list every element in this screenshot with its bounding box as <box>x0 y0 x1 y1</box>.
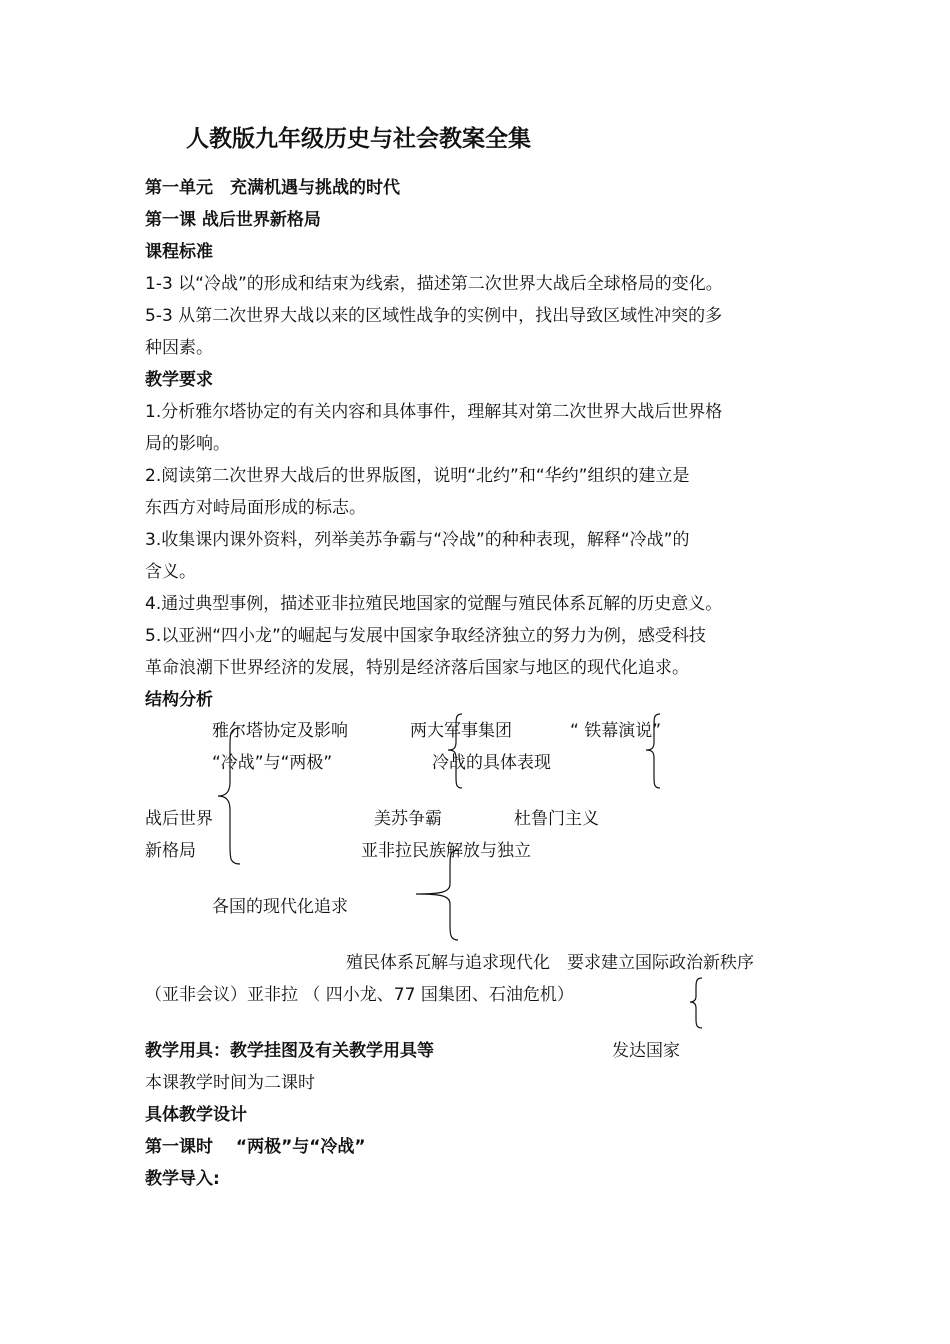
time-note: 本课教学时间为二课时 <box>145 1073 315 1093</box>
standard-line: 1-3 以“冷战”的形成和结束为线索，描述第二次世界大战后全球格局的变化。 <box>145 274 723 294</box>
node-modernization: 各国的现代化追求 <box>212 897 348 917</box>
requirement-line: 4.通过典型事例，描述亚非拉殖民地国家的觉醒与殖民体系瓦解的历史意义。 <box>145 594 723 614</box>
teaching-tools: 教学用具：教学挂图及有关教学用具等 <box>145 1041 434 1061</box>
standard-line: 5-3 从第二次世界大战以来的区域性战争的实例中，找出导致区域性冲突的多 <box>145 306 723 326</box>
design-heading: 具体教学设计 <box>145 1105 247 1125</box>
brace-curtain <box>644 712 664 792</box>
node-two-blocs: 两大军事集团 <box>410 721 512 741</box>
node-postwar-world: 战后世界 <box>145 809 213 829</box>
requirement-line: 革命浪潮下世界经济的发展，特别是经济落后国家与地区的现代化追求。 <box>145 658 689 678</box>
node-yalta: 雅尔塔协定及影响 <box>212 721 348 741</box>
requirement-line: 含义。 <box>145 562 196 582</box>
lesson-heading: 第一课 战后世界新格局 <box>145 210 321 230</box>
node-new-pattern: 新格局 <box>145 841 196 861</box>
brace-developed <box>688 976 708 1030</box>
node-afro-asian: 亚非拉民族解放与独立 <box>361 841 531 861</box>
node-cold-war-bipolar: “冷战”与“两极” <box>212 753 333 773</box>
node-truman: 杜鲁门主义 <box>514 809 599 829</box>
node-bandung: （亚非会议）亚非拉 （ 四小龙、77 国集团、石油危机） <box>145 985 574 1005</box>
brace-modern <box>412 848 464 942</box>
node-iron-curtain: “ 铁幕演说” <box>570 721 662 741</box>
requirement-line: 3.收集课内课外资料，列举美苏争霸与“冷战”的种种表现，解释“冷战”的 <box>145 530 690 550</box>
requirement-line: 2.阅读第二次世界大战后的世界版图，说明“北约”和“华约”组织的建立是 <box>145 466 690 486</box>
node-colonial-collapse: 殖民体系瓦解与追求现代化 要求建立国际政治新秩序 <box>346 953 754 973</box>
unit-heading: 第一单元 充满机遇与挑战的时代 <box>145 178 400 198</box>
brace-blocs <box>446 712 466 792</box>
structure-heading: 结构分析 <box>145 690 213 710</box>
document-title: 人教版九年级历史与社会教案全集 <box>186 126 531 152</box>
requirements-heading: 教学要求 <box>145 370 213 390</box>
node-us-soviet: 美苏争霸 <box>374 809 442 829</box>
node-cold-war-manifest: 冷战的具体表现 <box>432 753 551 773</box>
requirement-line: 1.分析雅尔塔协定的有关内容和具体事件，理解其对第二次世界大战后世界格 <box>145 402 723 422</box>
requirement-line: 5.以亚洲“四小龙”的崛起与发展中国家争取经济独立的努力为例，感受科技 <box>145 626 706 646</box>
node-developed: 发达国家 <box>612 1041 680 1061</box>
period-heading: 第一课时 “两极”与“冷战” <box>145 1137 366 1157</box>
standard-line: 种因素。 <box>145 338 213 358</box>
standards-heading: 课程标准 <box>145 242 213 262</box>
brace-main <box>214 726 244 866</box>
requirement-line: 局的影响。 <box>145 434 230 454</box>
requirement-line: 东西方对峙局面形成的标志。 <box>145 498 366 518</box>
intro-heading: 教学导入: <box>145 1169 220 1189</box>
